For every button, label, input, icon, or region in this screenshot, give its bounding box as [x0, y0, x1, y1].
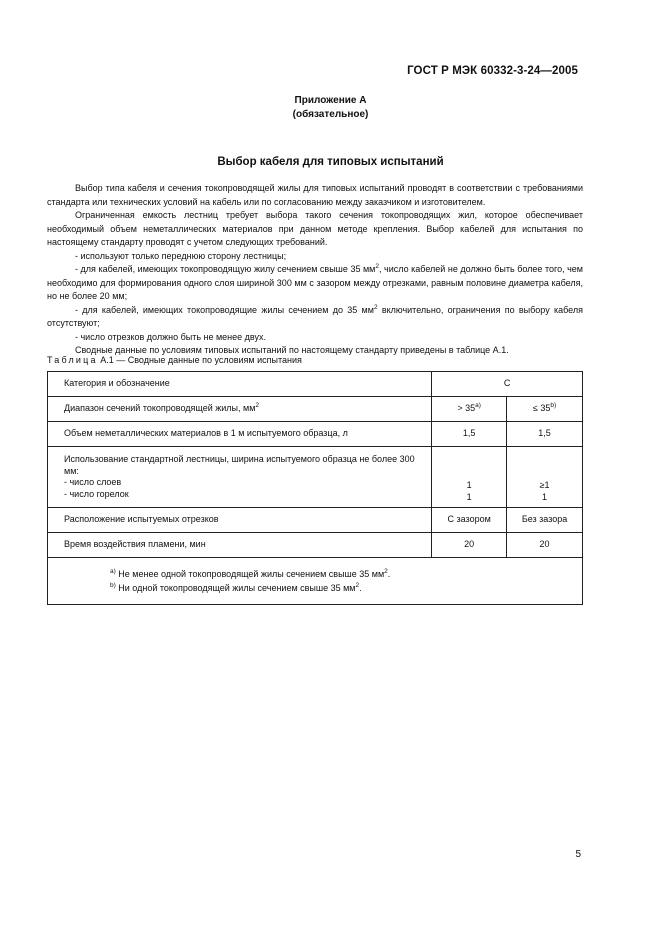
requirement-2-text-b: , число кабелей не должно быть более того, чем необходимо для формирования одного слоя шириной 300 мм с зазором между отрезками, равным половине диаметра кабеля, но не более 20 мм;: [47, 264, 583, 301]
paragraph-2: Ограниченная емкость лестниц требует выбора такого сечения токопроводящих жил, которое обеспечивает необходимый объем неметаллических материалов при данном методе крепления. Выбор кабелей для испытания по настоящему стандарту проводят с учетом следующих требований.: [47, 210, 583, 247]
footnote-mark: b): [110, 582, 116, 589]
requirement-3-sup: 2: [373, 303, 378, 311]
table-caption: [47, 355, 302, 365]
footnote-text-end: .: [387, 569, 391, 579]
cell-value: [507, 447, 583, 508]
requirement-1: - используют только переднюю сторону лестницы;: [75, 250, 287, 261]
table-row: [48, 533, 583, 558]
cell-value: 20: [507, 533, 583, 558]
requirement-2: [47, 263, 583, 304]
table-row: [48, 397, 583, 422]
table-footnotes: [48, 558, 583, 605]
appendix-label: Приложение А: [294, 95, 367, 106]
paragraph-summary: Сводные данные по условиям типовых испытаний по настоящему стандарту приведены в таблице А.1.: [75, 345, 509, 355]
requirement-4: - число отрезков должно быть не менее двух.: [75, 331, 266, 342]
cell-value: [432, 397, 507, 422]
table-caption-prefix: Таблица: [47, 355, 98, 365]
footnote-sup: 2: [384, 568, 388, 575]
paragraph-1: Выбор типа кабеля и сечения токопроводящей жилы для типовых испытаний проводят в соответствии с требованиями стандарта или технических условий на кабель или по согласованию между заказчиком и изготовителем.: [47, 183, 583, 207]
cell-value: С зазором: [432, 508, 507, 533]
row-label-text: Диапазон сечений токопроводящей жилы, мм: [64, 403, 256, 414]
page-number: 5: [575, 849, 581, 860]
row-label: Объем неметаллических материалов в 1 м испытуемого образца, л: [48, 422, 432, 447]
document-code: ГОСТ Р МЭК 60332-3-24—2005: [407, 65, 578, 77]
footnote-b: [110, 581, 578, 595]
footnote-text-end: .: [359, 583, 362, 593]
footnote-mark: а): [110, 568, 116, 575]
cell-value: [507, 397, 583, 422]
table-row: [48, 508, 583, 533]
test-conditions-table: [47, 371, 583, 605]
row-label: [48, 447, 432, 508]
appendix-heading: [0, 94, 661, 122]
cell-text: 1: [542, 491, 548, 502]
cell-value: 20: [432, 533, 507, 558]
cell-value: Без зазора: [507, 508, 583, 533]
row-label: Расположение испытуемых отрезков: [48, 508, 432, 533]
category-value: С: [432, 372, 583, 397]
row-label: Время воздействия пламени, мин: [48, 533, 432, 558]
requirement-3: [47, 304, 583, 331]
requirement-2-text-a: - для кабелей, имеющих токопроводящую жилу сечением свыше 35 мм: [75, 264, 376, 274]
footnote-a: [110, 567, 578, 581]
appendix-status: (обязательное): [292, 109, 369, 120]
cell-text: 1: [466, 491, 472, 502]
cell-text: ≥1: [539, 480, 550, 490]
cell-value: 1,5: [507, 422, 583, 447]
body-text: [47, 182, 583, 358]
section-title: Выбор кабеля для типовых испытаний: [217, 156, 444, 168]
row-label-text: Использование стандартной лестницы, ширина испытуемого образца не более 300 мм:: [64, 454, 415, 476]
row-sublabel: - число горелок: [64, 488, 129, 499]
table-row: [48, 422, 583, 447]
cell-value: 1,5: [432, 422, 507, 447]
requirement-3-text-a: - для кабелей, имеющих токопроводящие жилы сечением до 35 мм: [75, 304, 374, 315]
cell-text: 1: [466, 480, 472, 490]
requirement-2-sup: 2: [375, 263, 379, 270]
cell-text: > 35: [457, 403, 476, 414]
footnote-sup: 2: [355, 582, 360, 589]
table-caption-suffix: А.1 — Сводные данные по условиям испытания: [97, 355, 302, 365]
row-label: [48, 397, 432, 422]
footnote-text: Не менее одной токопроводящей жилы сечением свыше 35 мм: [115, 569, 385, 579]
footnote-ref: а): [475, 402, 481, 410]
table-footnotes-row: [48, 558, 583, 605]
cell-value: [432, 447, 507, 508]
row-label-sup: 2: [255, 402, 260, 410]
cell-text: ≤ 35: [532, 403, 551, 414]
row-sublabel: - число слоев: [64, 477, 122, 487]
table-row: [48, 372, 583, 397]
table-row: [48, 447, 583, 508]
requirement-3-text-b: включительно, ограничения по выбору кабеля отсутствуют;: [47, 304, 583, 328]
footnote-ref: b): [550, 402, 557, 410]
row-label: Категория и обозначение: [48, 372, 432, 397]
footnote-text: Ни одной токопроводящей жилы сечением свыше 35 мм: [115, 583, 356, 593]
